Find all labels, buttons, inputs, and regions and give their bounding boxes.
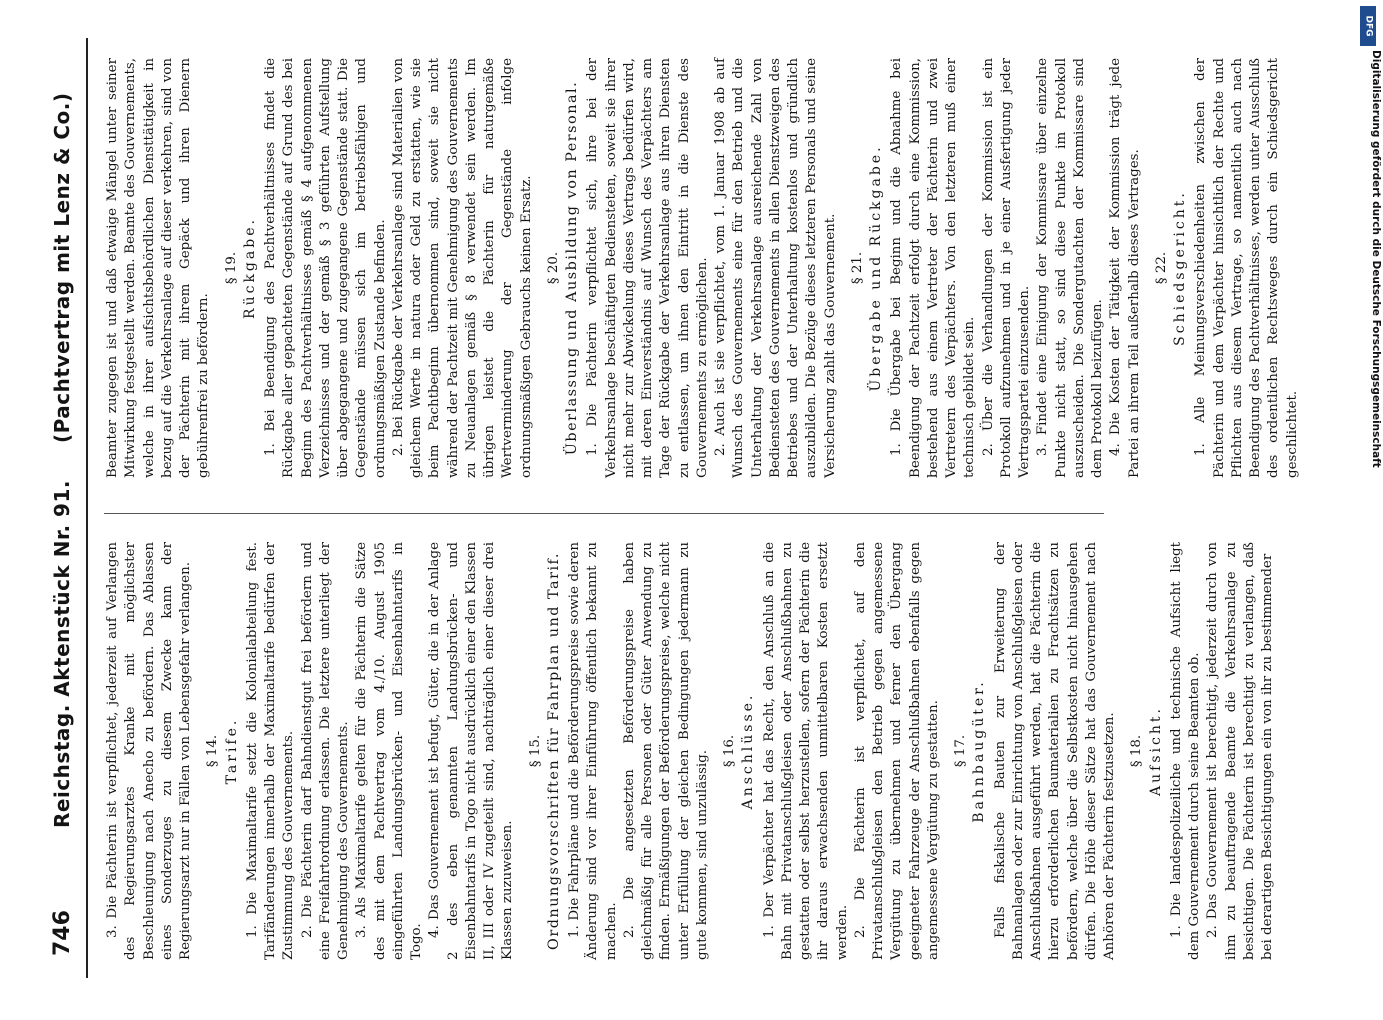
section-title: Bahnbaugüter. [971, 679, 988, 823]
paragraph: 1. Die Übergabe bei Beginn und die Abnahme bei Beendigung der Pachtzeit erfolgt durch eine Kommission, bestehend aus einem Vertreter der Pächterin und zwei Vertretern des Verpächters. Von den letzteren muß einer technisch gebildet sein. [889, 58, 978, 478]
section-title: Ordnungsvorschriften für Fahrplan und Tarif. [545, 552, 562, 950]
paragraph: 2. Über die Verhandlungen der Kommission ist ein Protokoll aufzunehmen und in je einer Ausfertigung jeder Vertragspartei einzusenden. [980, 58, 1032, 478]
header-right-title: (Pachtvertrag mit Lenz & Co.) [50, 92, 74, 443]
left-column [104, 542, 1277, 960]
section-title: Anschlüsse. [740, 692, 757, 810]
paragraph: 3. Die Pächterin ist verpflichtet, jederzeit auf Verlangen des Regierungsarztes Kranke mit möglichster Beschleunigung nach Anecho zu befördern. Das Ablassen eines Sonderzuges zu diesem Zwecke kann der Regierungsarzt nur in Fällen von Lebensgefahr verlangen. [105, 542, 193, 960]
digitization-note-text: Digitalisierung gefördert durch die Deutsche Forschungsgemeinschaft [1370, 50, 1382, 468]
section-number: § 20. [545, 251, 561, 285]
paragraph: 2. Das Gouvernement ist berechtigt, jederzeit durch von ihm zu beauftragende Beamte die Verkehrsanlage zu besichtigen. Die Pächterin ist berechtigt zu verlangen, daß bei derartigen Besichtigungen ein von ihr zu bestimmender [1205, 542, 1275, 960]
paragraph: 2. Die Pächterin ist verpflichtet, auf den Privatanschlußgleisen den Betrieb gegen angemessene Vergütung zu übernehmen und ferner den Übergang geeigneter Fahrzeuge der Anschlußbahnen ebenfalls gegen angemessene Vergütung zu gestatten. [852, 542, 941, 960]
section-title: Überlassung und Ausbildung von Personal. [564, 80, 580, 456]
header-left-title: Reichstag. Aktenstück Nr. 91. [50, 480, 74, 828]
section-number: § 21. [849, 251, 865, 285]
section-number: § 22. [1153, 251, 1169, 285]
section-title: Aufsicht. [1147, 706, 1164, 796]
paragraph: 2. Die Pächterin darf Bahndienstgut frei befördern und eine Freifahrtordnung erlassen. Die letztere unterliegt der Genehmigung des Gouvernements. [299, 542, 351, 960]
section-number: § 17. [953, 734, 968, 768]
paragraph: 3. Als Maximaltarife gelten für die Pächterin die Sätze des mit dem Pachtvertrag vom 4./10. August 1905 eingeführten Landungsbrücken- und Eisenbahntarifs in Togo. [354, 542, 424, 960]
dfg-logo: DFG [1360, 6, 1376, 46]
section-title: Rückgabe. [241, 217, 258, 319]
paragraph: 1. Alle Meinungsverschiedenheiten zwischen der Pächterin und dem Verpächter hinsichtlich der Rechte und Pflichten aus diesem Vertrage, so namentlich auch nach Beendigung des Pachtverhältnisses, werden unter Ausschluß des ordentlichen Rechtsweges durch ein Schiedsgericht geschlichtet. [1193, 58, 1300, 478]
paragraph: 2. Die angesetzten Beförderungspreise haben gleichmäßig für alle Personen oder Güter Anwendung zu finden. Ermäßigungen der Beförderungspreise, welche nicht unter Erfüllung der gleichen Bedingungen jedermann zu gute kommen, sind unzulässig. [621, 542, 710, 960]
section-number: § 16. [722, 734, 737, 768]
page-header [42, 38, 88, 978]
paragraph: 3. Findet eine Einigung der Kommissare über einzelne Punkte nicht statt, so sind diese Punkte im Protokoll auszuscheiden. Die Sondergutachten der Kommissare sind dem Protokoll beizufügen. [1035, 58, 1105, 478]
paragraph: Falls fiskalische Bauten zur Erweiterung der Bahnanlagen oder zur Einrichtung von Anschlußgleisen oder Anschlußbahnen ausgeführt werden, hat die Pächterin die hierzu erforderlichen Baumaterialien zu Frachtsätzen zu befördern, welche über die Selbstkosten nicht hinausgehen dürfen. Die Höhe dieser Sätze hat das Gouvernement nach Anhören der Pächterin festzusetzen. [992, 542, 1117, 960]
paragraph: 1. Die Fahrpläne und die Beförderungspreise sowie deren Änderung sind vor ihrer Einführung öffentlich bekannt zu machen. [567, 542, 619, 960]
paragraph: Beamter zugegen ist und daß etwaige Mängel unter seiner Mitwirkung festgestellt werden. Beamte des Gouvernements, welche in ihrer aufsichtsbehördlichen Diensttätigkeit in bezug auf die Verkehrsanlage auf dieser verkehren, sind von der Pächterin mit ihrem Gepäck und ihren Dienern gebührenfrei zu befördern. [105, 58, 212, 478]
document-page [0, 38, 1383, 978]
paragraph: 1. Der Verpächter hat das Recht, den Anschluß an die Bahn mit Privatanschlußgleisen oder Anschlußbahnen zu gestatten oder selbst herzustellen, sofern der Pächterin die ihr daraus erwachsenden unmittelbaren Kosten ersetzt werden. [761, 542, 850, 960]
page-number: 746 [50, 910, 75, 956]
paragraph: 1. Die Maximaltarife setzt die Kolonialabteilung fest. Tarifänderungen innerhalb der Maximaltarife bedürfen der Zustimmung des Gouvernements. [244, 542, 297, 960]
section-title: Übergabe und Rückgabe. [868, 144, 884, 392]
section-title: Schiedsgericht. [1172, 190, 1188, 346]
paragraph: 4. Die Kosten der Tätigkeit der Kommission trägt jede Partei an ihrem Teil außerhalb dieses Vertrages. [1108, 58, 1142, 478]
section-number: § 19. [223, 251, 239, 285]
paragraph: 1. Die Pächterin verpflichtet sich, ihre bei der Verkehrsanlage beschäftigten Bediensteten, soweit sie ihrer nicht mehr zur Abwickelung dieses Vertrags bedürfen wird, mit deren Einverständnis auf Wunsch des Verpächters am Tage der Rückgabe der Verkehrsanlage aus ihren Diensten zu entlassen, um ihnen den Eintritt in die Dienste des Gouvernements zu ermöglichen. [585, 58, 710, 478]
column-divider [104, 513, 1104, 514]
section-number: § 14. [205, 734, 221, 768]
section-number: § 15. [527, 734, 543, 768]
paragraph: 2. Bei Rückgabe der Verkehrsanlage sind Materialien von gleichem Werte in natura oder Geld zu erstatten, wie sie beim Pachtbeginn übernommen sind, soweit sie nicht während der Pachtzeit mit Genehmigung des Gouvernements zu Neuanlagen gemäß § 8 verwendet sein werden. Im übrigen leistet die Pächterin für naturgemäße Wertverminderung der Gegenstände infolge ordnungsmäßigen Gebrauchs keinen Ersatz. [390, 58, 534, 478]
section-number: § 18. [1129, 734, 1145, 768]
paragraph: 1. Bei Beendigung des Pachtverhältnisses findet die Rückgabe aller gepachteten Gegenstände auf Grund des bei Beginn des Pachtverhältnisses gemäß § 4 aufgenommenen Verzeichnisses und der gemäß § 3 geführten Aufstellung über abgegangene und zugegangene Gegenstände statt. Die Gegenstände müssen sich im betriebsfähigen und ordnungsmäßigen Zustande befinden. [263, 58, 388, 478]
paragraph: 4. Das Gouvernement ist befugt, Güter, die in der Anlage 2 des eben genannten Landungsbrücken- und Eisenbahntarifs in Togo nicht ausdrücklich einer den Klassen II, III oder IV zugeteilt sind, nachträglich einer dieser drei Klassen zuzuweisen. [427, 542, 516, 960]
paragraph: 2. Auch ist sie verpflichtet, vom 1. Januar 1908 ab auf Wunsch des Gouvernements eine für den Betrieb und die Unterhaltung der Verkehrsanlage ausreichende Zahl von Bediensteten des Gouvernements in allen Dienstzweigen des Betriebes und der Unterhaltung kostenlos und gründlich auszubilden. Die Bezüge dieses letzteren Personals und seine Versicherung zahlt das Gouvernement. [713, 58, 838, 478]
section-title: Tarife. [223, 717, 240, 785]
right-column [104, 58, 1302, 478]
paragraph: 1. Die landespolizeiliche und technische Aufsicht liegt dem Gouvernement durch seine Beamten ob. [1168, 542, 1202, 960]
